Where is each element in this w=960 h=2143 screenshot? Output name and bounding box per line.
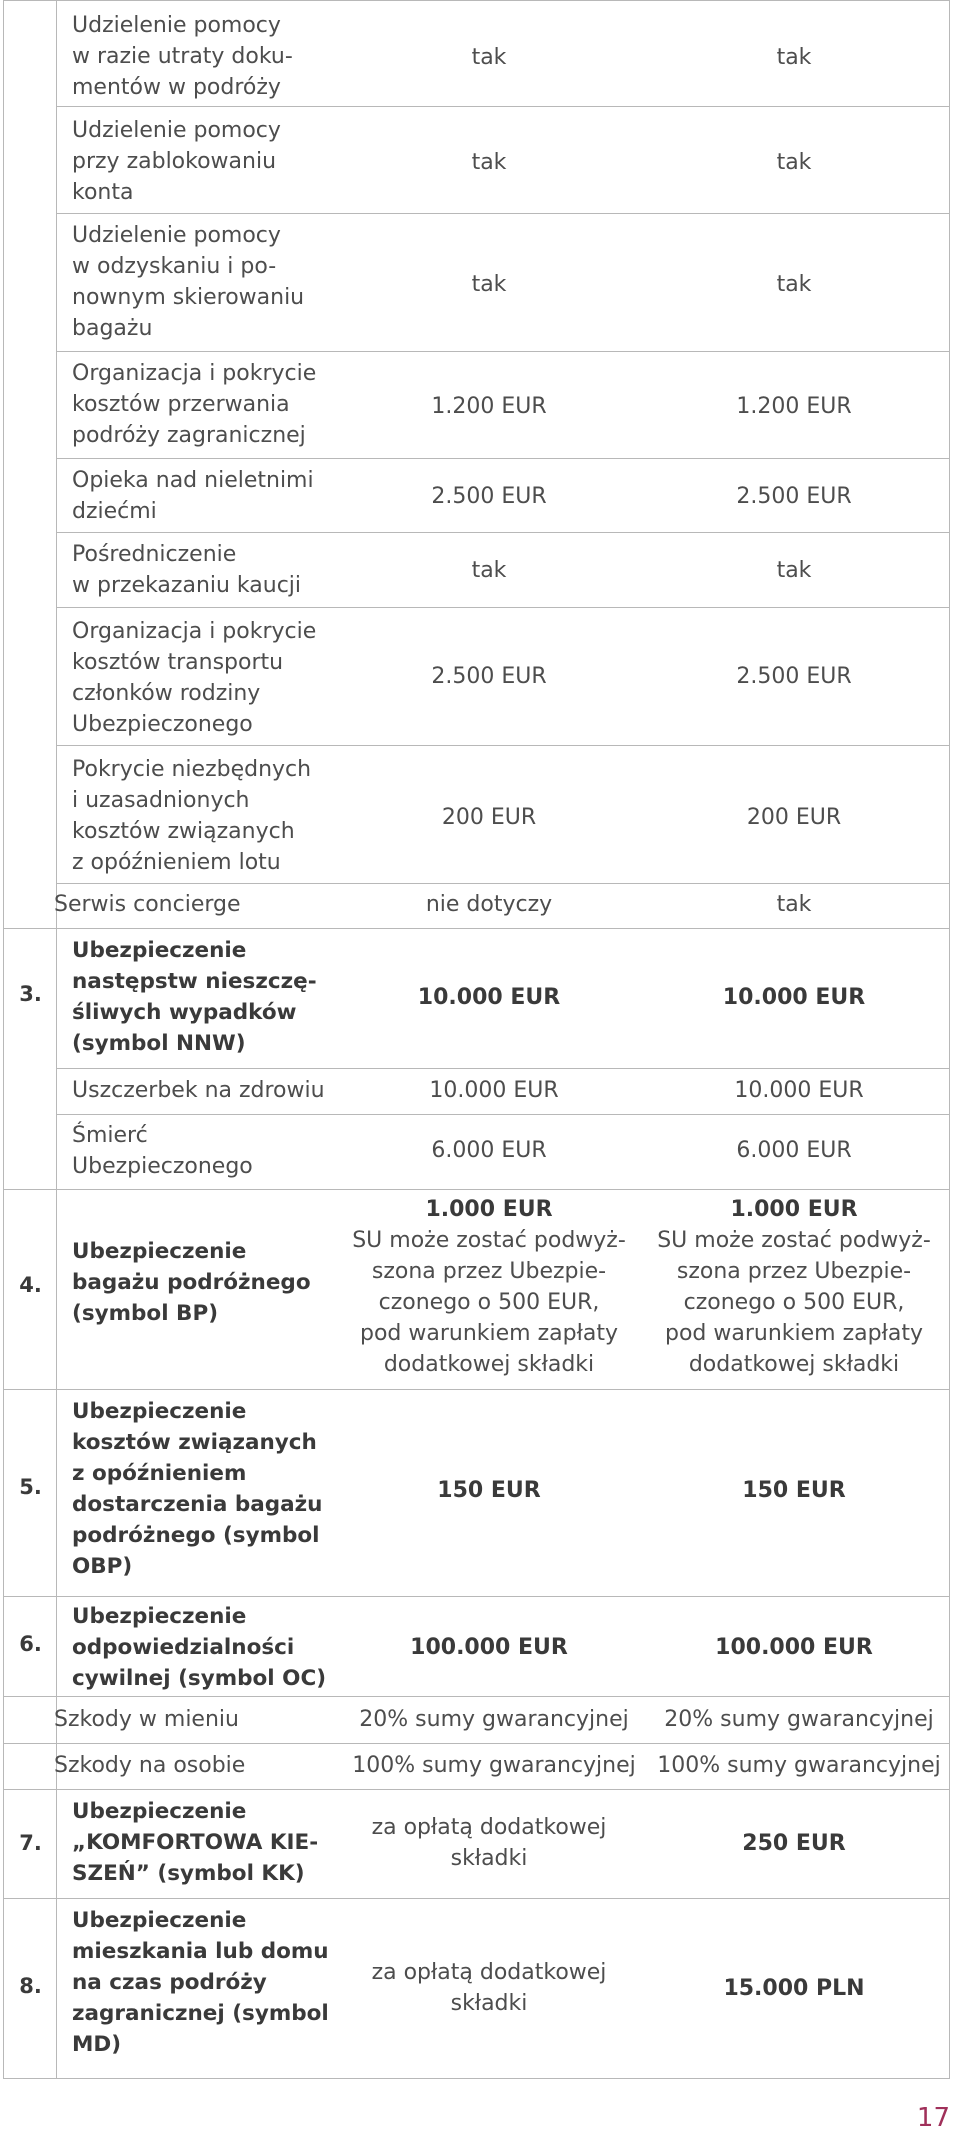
label-line: bagażu — [72, 316, 153, 341]
label-line: bagażu podróżnego — [72, 1270, 311, 1295]
sub-label — [72, 1120, 342, 1182]
section-number: 5. — [19, 1475, 42, 1499]
label-line: dziećmi — [72, 499, 157, 524]
section-4 — [4, 1190, 949, 1390]
section-title — [72, 1396, 342, 1582]
value-variant-2: tak — [776, 45, 812, 70]
table-row — [4, 352, 949, 456]
label-line: Ubezpieczenie — [72, 1239, 247, 1264]
table-row — [4, 0, 949, 104]
row-label — [72, 465, 342, 527]
label-line: konta — [72, 180, 134, 205]
section-title — [72, 935, 342, 1059]
value-variant-1 — [344, 1957, 634, 2019]
label-line: kosztów transportu — [72, 650, 284, 675]
label-line: podróżnego (symbol — [72, 1523, 320, 1548]
value-variant-2: tak — [776, 558, 812, 583]
label-line: Pośredniczenie — [72, 542, 237, 567]
value-variant-2: 200 EUR — [746, 805, 842, 830]
note-line: pod warunkiem zapłaty — [665, 1321, 923, 1346]
table-row — [4, 107, 949, 211]
label-line: Udzielenie pomocy — [72, 118, 281, 143]
sub-row — [4, 1115, 949, 1190]
label-line: Udzielenie pomocy — [72, 13, 281, 38]
sub-row — [4, 1069, 949, 1113]
row-label — [72, 220, 342, 344]
amount: 1.000 EUR — [425, 1197, 553, 1222]
concierge-label: Serwis concierge — [54, 892, 241, 917]
sub-row — [4, 1697, 949, 1743]
section-number: 6. — [19, 1632, 42, 1656]
section-8 — [4, 1899, 949, 2079]
value-variant-2: 6.000 EUR — [736, 1138, 852, 1163]
label-line: cywilnej (symbol OC) — [72, 1666, 327, 1691]
sub-label: Uszczerbek na zdrowiu — [72, 1078, 325, 1103]
label-line: członków rodziny — [72, 681, 261, 706]
section-3 — [4, 929, 949, 1067]
label-line: dostarczenia bagażu — [72, 1492, 323, 1517]
value-variant-2: 10.000 EUR — [722, 985, 866, 1010]
label-line: w razie utraty doku- — [72, 44, 293, 69]
label-line: Ubezpieczonego — [72, 712, 253, 737]
label-line: Ubezpieczenie — [72, 1908, 247, 1933]
value-variant-2: tak — [776, 150, 812, 175]
label-line: Ubezpieczenie — [72, 938, 247, 963]
note-line: pod warunkiem zapłaty — [360, 1321, 618, 1346]
value-variant-2: 2.500 EUR — [736, 664, 852, 689]
table-row — [4, 533, 949, 606]
sub-label: Szkody na osobie — [54, 1753, 246, 1778]
label-line: przy zablokowaniu — [72, 149, 277, 174]
value-variant-1: 1.200 EUR — [431, 394, 547, 419]
label-line: kosztów związanych — [72, 819, 295, 844]
value-variant-1 — [344, 1194, 634, 1380]
label-line: następstw nieszczę- — [72, 969, 317, 994]
note-line: szona przez Ubezpie- — [676, 1259, 912, 1284]
value-variant-2: 250 EUR — [742, 1831, 846, 1856]
label-line: nownym skierowaniu — [72, 285, 305, 310]
section-number: 4. — [19, 1273, 42, 1297]
value-variant-2: 1.200 EUR — [736, 394, 852, 419]
section-5 — [4, 1390, 949, 1596]
row-label — [72, 10, 342, 103]
note-line: czonego o 500 EUR, — [378, 1290, 600, 1315]
label-line: Udzielenie pomocy — [72, 223, 281, 248]
label-line: w przekazaniu kaucji — [72, 573, 302, 598]
value-variant-1: 100.000 EUR — [410, 1635, 568, 1660]
value-variant-2: 15.000 PLN — [723, 1976, 865, 2001]
label-line: kosztów związanych — [72, 1430, 317, 1455]
value-variant-1: tak — [471, 45, 507, 70]
label-line: śliwych wypadków — [72, 1000, 297, 1025]
page-number: 17 — [916, 2103, 950, 2133]
value-variant-1: 100% sumy gwarancyjnej — [352, 1753, 636, 1778]
label-line: Opieka nad nieletnimi — [72, 468, 314, 493]
table-row — [4, 608, 949, 744]
value-variant-1: tak — [471, 272, 507, 297]
note-line: składki — [450, 1991, 528, 2016]
sub-row — [4, 1744, 949, 1789]
label-line: Ubezpieczenie — [72, 1604, 247, 1629]
label-line: Pokrycie niezbędnych — [72, 757, 312, 782]
section-number: 3. — [19, 982, 42, 1006]
sub-label: Szkody w mieniu — [54, 1707, 239, 1732]
value-variant-2: 100.000 EUR — [715, 1635, 873, 1660]
row-label — [72, 115, 342, 208]
value-variant-1: 10.000 EUR — [417, 985, 561, 1010]
value-variant-2: 20% sumy gwarancyjnej — [664, 1707, 934, 1732]
section-number: 8. — [19, 1974, 42, 1998]
note-line: czonego o 500 EUR, — [683, 1290, 905, 1315]
label-line: zagranicznej (symbol — [72, 2001, 329, 2026]
value-variant-1: 200 EUR — [441, 805, 537, 830]
note-line: szona przez Ubezpie- — [371, 1259, 607, 1284]
value-variant-1: 10.000 EUR — [429, 1078, 559, 1103]
section-title — [72, 1905, 342, 2060]
value-variant-2: 10.000 EUR — [734, 1078, 864, 1103]
amount: 1.000 EUR — [730, 1197, 858, 1222]
row-label — [72, 358, 342, 451]
row-label — [72, 539, 342, 601]
label-line: mieszkania lub domu — [72, 1939, 329, 1964]
value-variant-2: 150 EUR — [742, 1478, 846, 1503]
note-line: SU może zostać podwyż- — [657, 1228, 931, 1253]
label-line: z opóźnieniem lotu — [72, 850, 281, 875]
label-line: „KOMFORTOWA KIE- — [72, 1830, 319, 1855]
table-row — [4, 746, 949, 882]
label-line: podróży zagranicznej — [72, 423, 306, 448]
label-line: (symbol BP) — [72, 1301, 219, 1326]
label-line: z opóźnieniem — [72, 1461, 247, 1486]
label-line: mentów w podróży — [72, 75, 281, 100]
label-line: Organizacja i pokrycie — [72, 619, 317, 644]
value-variant-1: nie dotyczy — [425, 892, 553, 917]
note-line: dodatkowej składki — [383, 1352, 595, 1377]
label-line: Organizacja i pokrycie — [72, 361, 317, 386]
value-variant-1: tak — [471, 558, 507, 583]
value-variant-1: 2.500 EUR — [431, 664, 547, 689]
section-title — [72, 1796, 342, 1889]
section-6 — [4, 1597, 949, 1697]
value-variant-2: tak — [776, 892, 812, 917]
note-line: za opłatą dodatkowej — [371, 1960, 607, 1985]
table-row — [4, 214, 949, 350]
label-line: odpowiedzialności — [72, 1635, 295, 1660]
section-title — [72, 1236, 342, 1329]
label-line: Ubezpieczenie — [72, 1799, 247, 1824]
label-line: Ubezpieczonego — [72, 1154, 253, 1179]
section-title — [72, 1601, 342, 1694]
label-line: kosztów przerwania — [72, 392, 290, 417]
note-line: SU może zostać podwyż- — [352, 1228, 626, 1253]
value-variant-1: 6.000 EUR — [431, 1138, 547, 1163]
note-line: za opłatą dodatkowej — [371, 1815, 607, 1840]
coverage-table — [3, 0, 950, 2079]
label-line: w odzyskaniu i po- — [72, 254, 277, 279]
value-variant-2: 2.500 EUR — [736, 484, 852, 509]
label-line: MD) — [72, 2032, 122, 2057]
value-variant-2 — [644, 1194, 944, 1380]
label-line: na czas podróży — [72, 1970, 267, 1995]
label-line: (symbol NNW) — [72, 1031, 246, 1056]
value-variant-2: 100% sumy gwarancyjnej — [657, 1753, 941, 1778]
row-label — [72, 754, 342, 878]
section-number: 7. — [19, 1831, 42, 1855]
value-variant-1: tak — [471, 150, 507, 175]
label-line: SZEŃ” (symbol KK) — [72, 1861, 305, 1886]
label-line: i uzasadnionych — [72, 788, 250, 813]
table-row — [4, 459, 949, 532]
note-line: składki — [450, 1846, 528, 1871]
value-variant-2: tak — [776, 272, 812, 297]
row-label — [72, 616, 342, 740]
value-variant-1: 150 EUR — [437, 1478, 541, 1503]
value-variant-1 — [344, 1812, 634, 1874]
table-row — [4, 884, 949, 928]
label-line: OBP) — [72, 1554, 133, 1579]
label-line: Śmierć — [72, 1123, 148, 1148]
value-variant-1: 20% sumy gwarancyjnej — [359, 1707, 629, 1732]
value-variant-1: 2.500 EUR — [431, 484, 547, 509]
section-7 — [4, 1790, 949, 1898]
label-line: Ubezpieczenie — [72, 1399, 247, 1424]
note-line: dodatkowej składki — [688, 1352, 900, 1377]
